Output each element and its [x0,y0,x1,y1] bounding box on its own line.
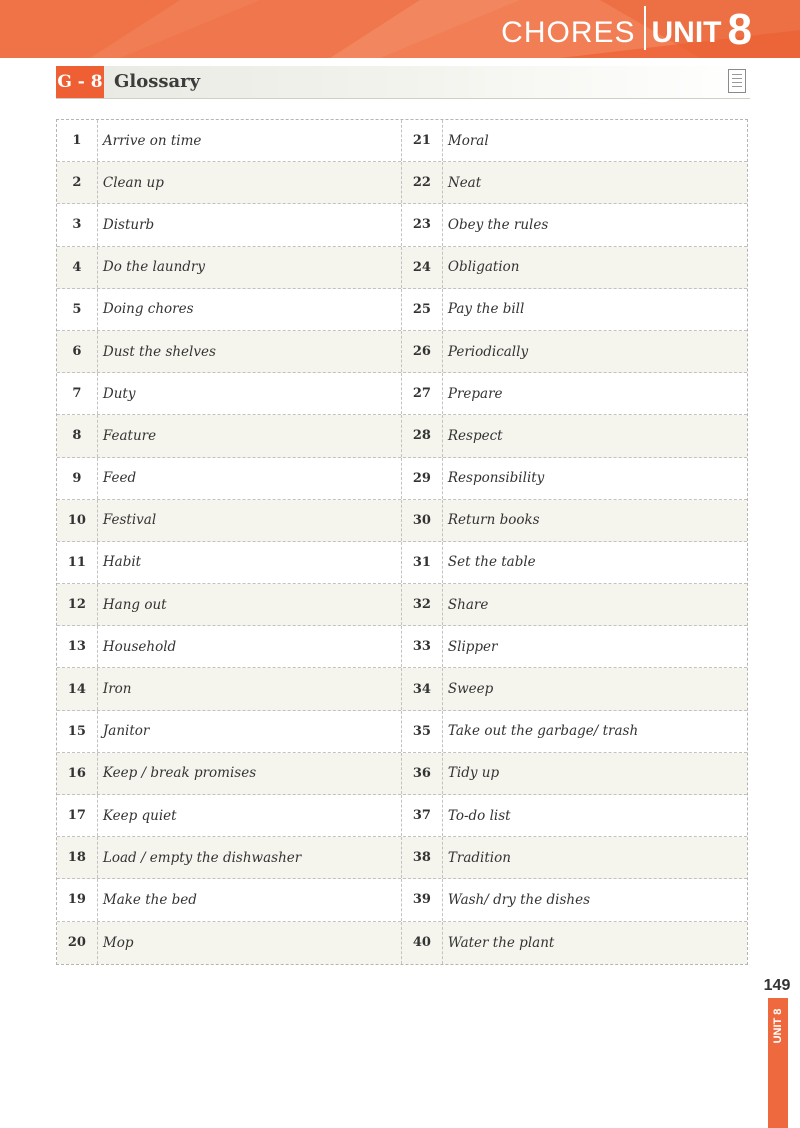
term-number: 17 [57,795,98,836]
glossary-row [57,668,747,710]
term-text: Responsibility [447,470,545,487]
term-text: Wash/ dry the dishes [447,891,591,908]
term-text: Festival [98,500,402,541]
term-text: Dust the shelves [98,331,402,372]
page-number: 149 [763,977,791,994]
glossary-row [57,837,747,879]
term-number: 29 [402,458,443,499]
term-text: Moral [447,132,489,149]
term-number: 16 [57,753,98,794]
term-number: 5 [57,289,98,330]
term-text: Pay the bill [447,301,525,318]
term-number: 38 [402,837,443,878]
term-number: 33 [402,626,443,667]
glossary-row [57,415,747,457]
side-tab-label: UNIT 8 [772,1008,784,1044]
glossary-row [57,162,747,204]
term-text: Household [98,626,402,667]
glossary-row [57,331,747,373]
term-number: 12 [57,584,98,625]
term-text: Clean up [98,162,402,203]
term-text: Keep quiet [98,795,402,836]
glossary-row [57,204,747,246]
term-number: 39 [402,879,443,920]
term-text: Tradition [447,849,511,866]
section-badge: G - 8 [56,66,104,98]
term-text: Doing chores [98,289,402,330]
glossary-table [56,119,748,965]
term-text: Iron [98,668,402,709]
glossary-row [57,120,747,162]
unit-title [501,4,752,54]
glossary-row [57,289,747,331]
term-number: 1 [57,120,98,161]
term-number: 11 [57,542,98,583]
term-number: 20 [57,922,98,964]
term-text: Load / empty the dishwasher [98,837,402,878]
term-number: 32 [402,584,443,625]
term-text: Obey the rules [447,216,549,233]
document-icon [728,69,746,93]
term-number: 8 [57,415,98,456]
term-text: Keep / break promises [98,753,402,794]
term-text: Hang out [98,584,402,625]
unit-label: UNIT [651,16,722,49]
term-text: Arrive on time [98,120,402,161]
glossary-row [57,922,747,964]
glossary-row [57,879,747,921]
term-number: 19 [57,879,98,920]
term-number: 27 [402,373,443,414]
term-text: Feed [98,458,402,499]
chapter-title: CHORES [501,16,636,49]
term-number: 37 [402,795,443,836]
term-number: 36 [402,753,443,794]
term-text: Respect [447,427,503,444]
glossary-row [57,458,747,500]
term-text: Return books [447,512,540,529]
term-text: Periodically [447,343,529,360]
term-text: Sweep [447,681,494,698]
term-text: Make the bed [98,879,402,920]
glossary-row [57,584,747,626]
term-text: Mop [98,922,402,964]
term-text: Feature [98,415,402,456]
term-text: Slipper [447,638,498,655]
glossary-row [57,247,747,289]
unit-side-tab [768,998,788,1128]
term-text: Do the laundry [98,247,402,288]
term-number: 30 [402,500,443,541]
glossary-row [57,753,747,795]
term-number: 26 [402,331,443,372]
term-number: 40 [402,922,443,964]
term-text: Prepare [447,385,503,402]
term-text: Tidy up [447,765,500,782]
glossary-row [57,373,747,415]
term-number: 25 [402,289,443,330]
term-number: 3 [57,204,98,245]
term-text: Duty [98,373,402,414]
term-number: 22 [402,162,443,203]
term-number: 7 [57,373,98,414]
title-divider [644,6,646,50]
term-number: 14 [57,668,98,709]
term-text: Share [447,596,489,613]
term-text: Take out the garbage/ trash [447,723,639,740]
term-number: 15 [57,711,98,752]
term-text: To-do list [447,807,511,824]
term-number: 6 [57,331,98,372]
term-number: 21 [402,120,443,161]
term-text: Set the table [447,554,536,571]
term-number: 2 [57,162,98,203]
term-text: Janitor [98,711,402,752]
term-text: Obligation [447,259,520,276]
term-number: 28 [402,415,443,456]
unit-header-band [0,0,800,58]
section-header [56,66,750,99]
term-number: 10 [57,500,98,541]
term-number: 24 [402,247,443,288]
term-number: 4 [57,247,98,288]
section-title: Glossary [114,71,201,92]
term-number: 34 [402,668,443,709]
glossary-row [57,626,747,668]
term-text: Water the plant [447,934,555,951]
term-number: 9 [57,458,98,499]
term-number: 18 [57,837,98,878]
unit-number: 8 [727,5,752,54]
term-number: 31 [402,542,443,583]
term-number: 35 [402,711,443,752]
term-text: Neat [447,174,482,191]
term-text: Habit [98,542,402,583]
term-number: 13 [57,626,98,667]
term-text: Disturb [98,204,402,245]
term-number: 23 [402,204,443,245]
glossary-row [57,542,747,584]
glossary-row [57,711,747,753]
glossary-row [57,795,747,837]
glossary-row [57,500,747,542]
